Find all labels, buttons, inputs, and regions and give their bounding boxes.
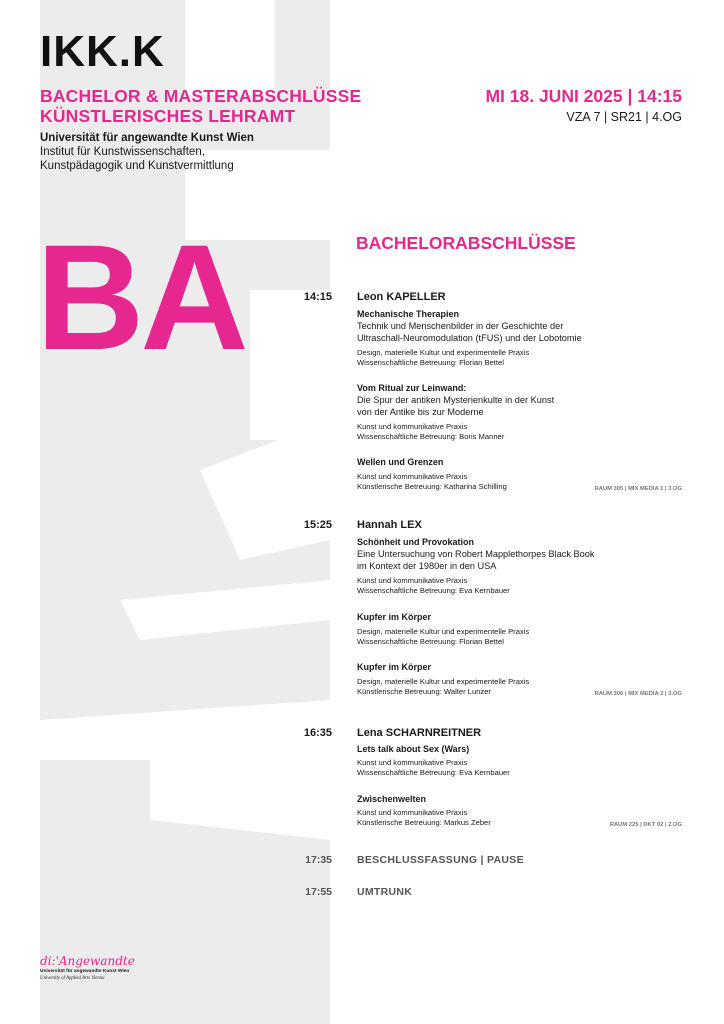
bg-glyph-gap-6	[120, 580, 330, 640]
logo-university-en: University of Applied Arts Vienna	[40, 976, 105, 981]
work-meta	[357, 422, 657, 442]
institute-name	[40, 145, 300, 173]
angewandte-logo: di:'Angewandte	[40, 954, 135, 968]
closing-text: BESCHLUSSFASSUNG | PAUSE	[357, 854, 524, 866]
work-program: Design, materielle Kultur und experimentelle Praxis	[357, 627, 530, 636]
work-subtitle-line: Eine Untersuchung von Robert Mapplethorpes Black Book	[357, 549, 595, 559]
work-subtitle	[357, 321, 657, 344]
closing-time: 17:35	[305, 854, 332, 866]
entry-time: 14:15	[303, 291, 332, 303]
event-date: MI 18. JUNI 2025 | 14:15	[485, 86, 682, 106]
work-title: Schönheit und Provokation	[357, 537, 475, 547]
entry-time: 16:35	[303, 727, 332, 739]
work-supervisor: Wissenschaftliche Betreuung: Florian Bettel	[357, 358, 504, 367]
logo-university-de: Universität für angewandte Kunst Wien	[40, 969, 130, 974]
work-program: Design, materielle Kultur und experimentelle Praxis	[357, 348, 530, 357]
work-supervisor: Künstlerische Betreuung: Markus Zeber	[357, 818, 491, 827]
closing-time: 17:55	[305, 886, 332, 898]
work-program: Kunst und kommunikative Praxis	[357, 472, 468, 481]
section-title: BACHELORABSCHLÜSSE	[356, 233, 576, 253]
work-subtitle-line: von der Antike bis zur Moderne	[357, 406, 484, 417]
work-supervisor: Wissenschaftliche Betreuung: Boris Manner	[357, 432, 505, 441]
bg-glyph-gap-3	[250, 290, 330, 440]
work-subtitle-line: Technik und Menschenbilder in der Geschichte der	[357, 321, 564, 331]
work-title: Lets talk about Sex (Wars)	[357, 744, 470, 754]
event-location: VZA 7 | SR21 | 4.OG	[566, 110, 682, 124]
work-title: Mechanische Therapien	[357, 309, 460, 319]
work-meta	[357, 758, 657, 778]
institute-line-2: Kunstpädagogik und Kunstvermittlung	[40, 160, 234, 172]
room-info: RAUM 306 | MIX MEDIA 2 | 3.OG	[594, 691, 682, 697]
ba-big-letters: BA	[36, 213, 245, 381]
work-supervisor: Künstlerische Betreuung: Katharina Schilling	[357, 482, 507, 491]
entry-name: Leon KAPELLER	[357, 291, 446, 303]
work-title: Kupfer im Körper	[357, 612, 432, 622]
work-program: Kunst und kommunikative Praxis	[357, 576, 468, 585]
bg-glyph-gap-5	[200, 420, 330, 560]
institute-line-1: Institut für Kunstwissenschaften,	[40, 146, 205, 158]
work-supervisor: Wissenschaftliche Betreuung: Eva Kernbauer	[357, 586, 510, 595]
work-subtitle-line: im Kontext der 1980er in den USA	[357, 560, 497, 571]
work-title: Wellen und Grenzen	[357, 457, 444, 467]
work-supervisor: Wissenschaftliche Betreuung: Eva Kernbauer	[357, 768, 510, 777]
header-line-2: KÜNSTLERISCHES LEHRAMT	[40, 106, 296, 126]
work-subtitle-line: Die Spur der antiken Mysterienkulte in der Kunst	[357, 395, 555, 405]
work-supervisor: Wissenschaftliche Betreuung: Florian Bettel	[357, 637, 504, 646]
work-subtitle-line: Ultraschall-Neuromodulation (tFUS) und der Lobotomie	[357, 332, 582, 343]
work-subtitle	[357, 549, 657, 572]
work-program: Kunst und kommunikative Praxis	[357, 422, 468, 431]
work-meta	[357, 576, 657, 596]
work-meta	[357, 348, 657, 368]
entry-name: Hannah LEX	[357, 519, 422, 531]
entry-time: 15:25	[303, 519, 332, 531]
work-title: Vom Ritual zur Leinwand:	[357, 383, 467, 393]
work-program: Design, materielle Kultur und experimentelle Praxis	[357, 677, 530, 686]
work-supervisor: Künstlerische Betreuung: Walter Lunzer	[357, 687, 491, 696]
header-line-1: BACHELOR & MASTERABSCHLÜSSE	[40, 86, 362, 106]
logo-title: IKK.K	[40, 27, 165, 76]
work-meta	[357, 627, 657, 647]
work-title: Kupfer im Körper	[357, 662, 432, 672]
work-program: Kunst und kommunikative Praxis	[357, 808, 468, 817]
work-title: Zwischenwelten	[357, 794, 427, 804]
closing-text: UMTRUNK	[357, 886, 413, 898]
entry-name: Lena SCHARNREITNER	[357, 727, 482, 739]
room-info: RAUM 305 | MIX MEDIA 1 | 3.OG	[594, 486, 682, 492]
university-name: Universität für angewandte Kunst Wien	[40, 132, 254, 144]
work-program: Kunst und kommunikative Praxis	[357, 758, 468, 767]
work-subtitle	[357, 395, 657, 418]
room-info: RAUM 225 | DKT 02 | 2.OG	[609, 822, 682, 828]
bg-glyph-gap-1	[185, 0, 275, 95]
